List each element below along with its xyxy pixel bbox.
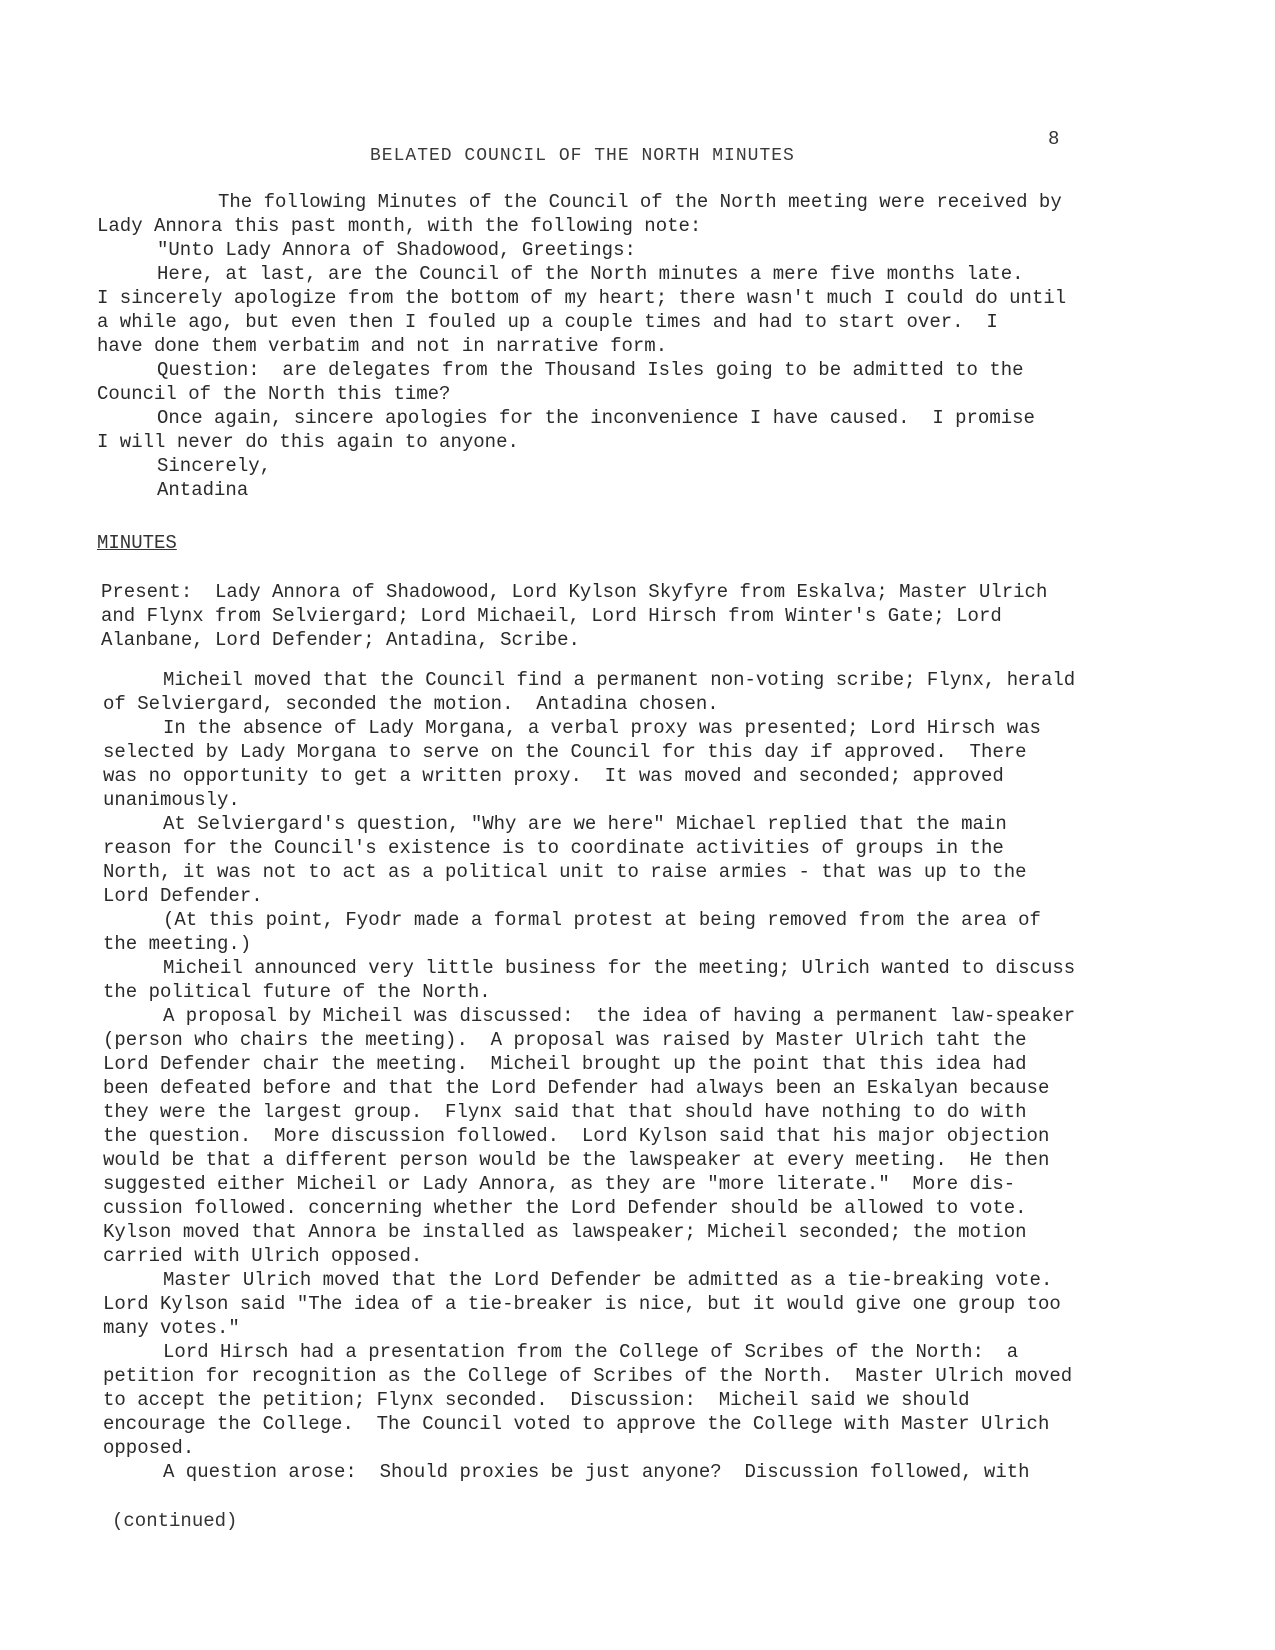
minutes-line: A proposal by Micheil was discussed: the idea of having a permanent law-speaker: [163, 1005, 1076, 1027]
intro-line: Here, at last, are the Council of the North minutes a mere five months late.: [157, 263, 1024, 285]
page-title: BELATED COUNCIL OF THE NORTH MINUTES: [370, 146, 795, 166]
minutes-line: (At this point, Fyodr made a formal protest at being removed from the area of: [163, 909, 1041, 931]
minutes-line: was no opportunity to get a written proxy. It was moved and seconded; approved: [103, 765, 1004, 787]
minutes-line: Lord Defender chair the meeting. Micheil brought up the point that this idea had: [103, 1053, 1027, 1075]
minutes-line: the meeting.): [103, 933, 252, 955]
minutes-line: Micheil announced very little business for the meeting; Ulrich wanted to discuss: [163, 957, 1076, 979]
minutes-line: North, it was not to act as a political unit to raise armies - that was up to the: [103, 861, 1027, 883]
minutes-heading: MINUTES: [97, 532, 177, 554]
intro-line: "Unto Lady Annora of Shadowood, Greetings:: [157, 239, 636, 261]
minutes-line: Micheil moved that the Council find a permanent non-voting scribe; Flynx, herald: [163, 669, 1076, 691]
intro-line: Once again, sincere apologies for the inconvenience I have caused. I promise: [157, 407, 1035, 429]
page-number: 8: [1048, 128, 1060, 150]
minutes-line: the political future of the North.: [103, 981, 491, 1003]
intro-line: The following Minutes of the Council of the North meeting were received by: [218, 191, 1062, 213]
minutes-line: opposed.: [103, 1437, 195, 1459]
minutes-line: the question. More discussion followed. Lord Kylson said that his major objection: [103, 1125, 1050, 1147]
minutes-line: suggested either Micheil or Lady Annora, as they are "more literate." More dis-: [103, 1173, 1016, 1195]
minutes-line: Lord Kylson said "The idea of a tie-breaker is nice, but it would give one group too: [103, 1293, 1061, 1315]
intro-line: Sincerely,: [157, 455, 272, 477]
minutes-line: encourage the College. The Council voted to approve the College with Master Ulrich: [103, 1413, 1050, 1435]
intro-line: have done them verbatim and not in narrative form.: [97, 335, 668, 357]
minutes-line: many votes.": [103, 1317, 240, 1339]
intro-line: Council of the North this time?: [97, 383, 451, 405]
intro-line: a while ago, but even then I fouled up a couple times and had to start over. I: [97, 311, 998, 333]
minutes-line: they were the largest group. Flynx said that that should have nothing to do with: [103, 1101, 1027, 1123]
minutes-line: carried with Ulrich opposed.: [103, 1245, 423, 1267]
minutes-line: In the absence of Lady Morgana, a verbal proxy was presented; Lord Hirsch was: [163, 717, 1041, 739]
minutes-line: petition for recognition as the College of Scribes of the North. Master Ulrich moved: [103, 1365, 1073, 1387]
present-line: Alanbane, Lord Defender; Antadina, Scribe.: [101, 629, 580, 651]
minutes-line: of Selviergard, seconded the motion. Antadina chosen.: [103, 693, 719, 715]
minutes-line: been defeated before and that the Lord Defender had always been an Eskalyan because: [103, 1077, 1050, 1099]
minutes-body: [0, 668, 1275, 1484]
intro-line: Lady Annora this past month, with the following note:: [97, 215, 702, 237]
present-list: [0, 580, 1275, 652]
minutes-line: At Selviergard's question, "Why are we here" Michael replied that the main: [163, 813, 1007, 835]
intro-letter: [0, 190, 1275, 502]
intro-line: I will never do this again to anyone.: [97, 431, 519, 453]
minutes-line: Master Ulrich moved that the Lord Defender be admitted as a tie-breaking vote.: [163, 1269, 1053, 1291]
minutes-line: Lord Hirsch had a presentation from the College of Scribes of the North: a: [163, 1341, 1019, 1363]
intro-line: Question: are delegates from the Thousand Isles going to be admitted to the: [157, 359, 1024, 381]
continued-note: (continued): [112, 1510, 238, 1532]
intro-line: Antadina: [157, 479, 249, 501]
minutes-line: to accept the petition; Flynx seconded. Discussion: Micheil said we should: [103, 1389, 970, 1411]
minutes-line: Lord Defender.: [103, 885, 263, 907]
minutes-line: would be that a different person would be the lawspeaker at every meeting. He then: [103, 1149, 1050, 1171]
minutes-line: unanimously.: [103, 789, 240, 811]
minutes-line: (person who chairs the meeting). A proposal was raised by Master Ulrich taht the: [103, 1029, 1027, 1051]
minutes-line: A question arose: Should proxies be just anyone? Discussion followed, with: [163, 1461, 1030, 1483]
minutes-line: selected by Lady Morgana to serve on the Council for this day if approved. There: [103, 741, 1027, 763]
intro-line: I sincerely apologize from the bottom of my heart; there wasn't much I could do until: [97, 287, 1067, 309]
present-line: Present: Lady Annora of Shadowood, Lord Kylson Skyfyre from Eskalva; Master Ulrich: [101, 581, 1048, 603]
minutes-line: cussion followed. concerning whether the Lord Defender should be allowed to vote.: [103, 1197, 1027, 1219]
minutes-line: reason for the Council's existence is to coordinate activities of groups in the: [103, 837, 1004, 859]
minutes-line: Kylson moved that Annora be installed as lawspeaker; Micheil seconded; the motion: [103, 1221, 1027, 1243]
present-line: and Flynx from Selviergard; Lord Michaeil, Lord Hirsch from Winter's Gate; Lord: [101, 605, 1002, 627]
